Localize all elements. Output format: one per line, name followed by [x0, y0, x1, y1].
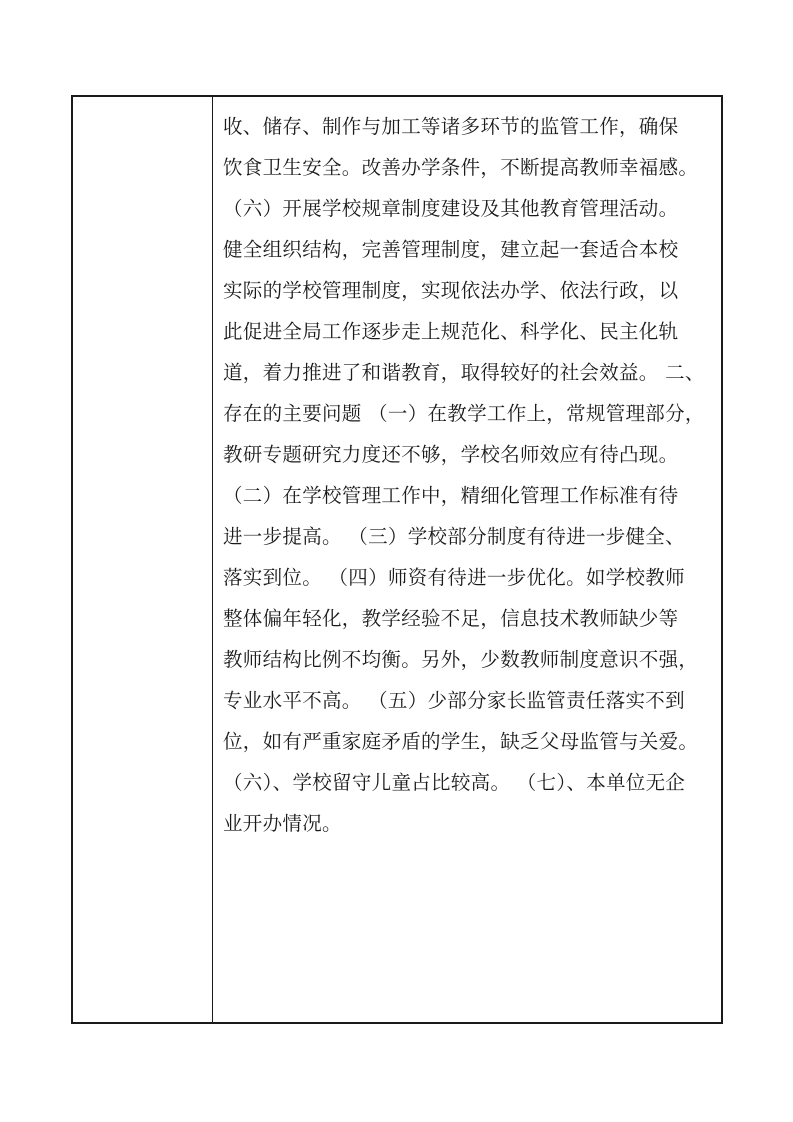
- content-line: 落实到位。 （四）师资有待进一步优化。如学校教师: [223, 566, 685, 589]
- content-line: （六）开展学校规章制度建设及其他教育管理活动。: [223, 197, 679, 220]
- content-line: 进一步提高。 （三）学校部分制度有待进一步健全、: [223, 525, 685, 548]
- content-line: 收、储存、制作与加工等诸多环节的监管工作，确保: [223, 115, 679, 138]
- content-line: 教师结构比例不均衡。另外，少数教师制度意识不强，: [223, 648, 699, 671]
- label-cell: [73, 97, 213, 1022]
- content-line: （六）、学校留守儿童占比较高。 （七）、本单位无企: [223, 771, 686, 794]
- content-line: 整体偏年轻化，教学经验不足，信息技术教师缺少等: [223, 607, 679, 630]
- content-cell: [213, 97, 721, 1022]
- content-line: 位，如有严重家庭矛盾的学生，缺乏父母监管与关爱。: [223, 730, 699, 753]
- form-table: [71, 95, 723, 1024]
- content-line: 健全组织结构，完善管理制度，建立起一套适合本校: [223, 238, 679, 261]
- content-line: 业开办情况。: [223, 812, 342, 835]
- content-line: 道，着力推进了和谐教育，取得较好的社会效益。 二、: [223, 361, 705, 384]
- content-line: 此促进全局工作逐步走上规范化、科学化、民主化轨: [223, 320, 679, 343]
- content-line: 专业水平不高。 （五）少部分家长监管责任落实不到: [223, 689, 685, 712]
- content-line: 饮食卫生安全。改善办学条件，不断提高教师幸福感。: [223, 156, 699, 179]
- content-line: 实际的学校管理制度，实现依法办学、依法行政，以: [223, 279, 679, 302]
- content-line: 存在的主要问题 （一）在教学工作上，常规管理部分，: [223, 402, 705, 425]
- content-line: （二）在学校管理工作中，精细化管理工作标准有待: [223, 484, 679, 507]
- content-line: 教研专题研究力度还不够，学校名师效应有待凸现。: [223, 443, 679, 466]
